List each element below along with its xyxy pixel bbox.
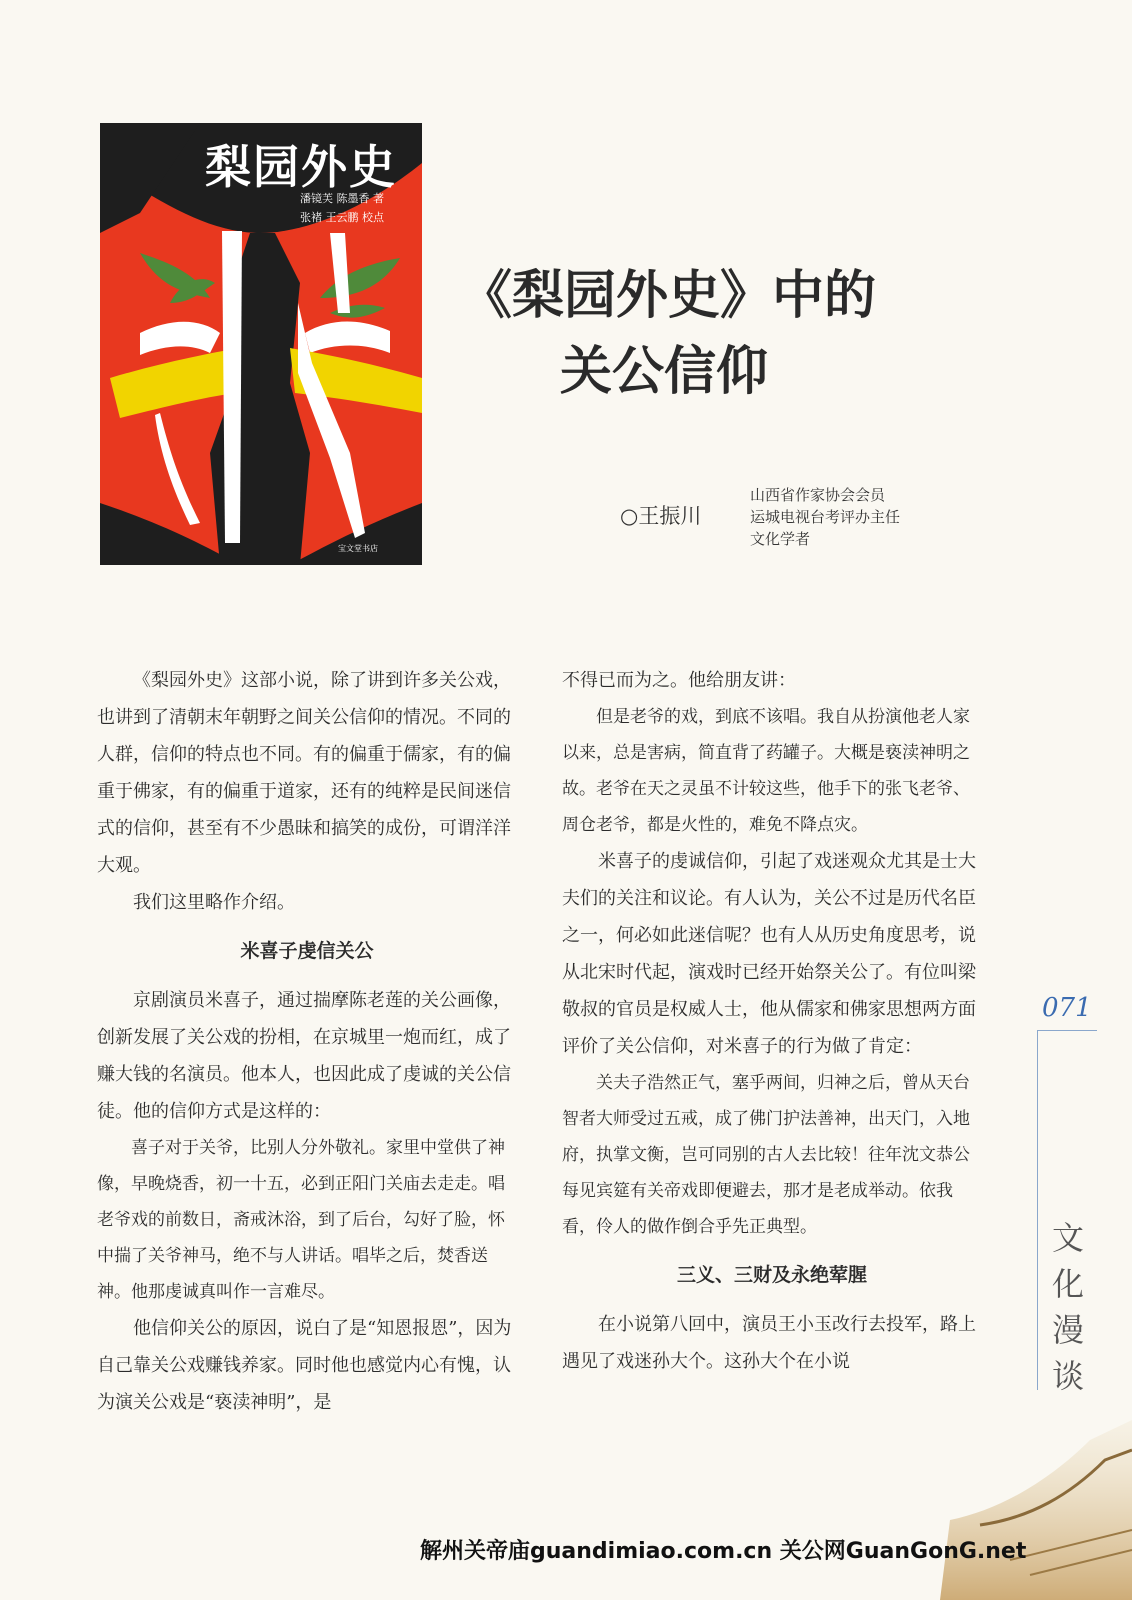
paragraph: 他信仰关公的原因，说白了是“知恩报恩”，因为自己靠关公戏赚钱养家。同时他也感觉内心有愧，认为演关公戏是“亵渎神明”，是 (97, 1318, 512, 1413)
book-cover-image (100, 123, 422, 565)
side-divider (1037, 1030, 1038, 1390)
cover-editors: 张褚 王云鹏 校点 (300, 211, 384, 224)
paragraph: 在小说第八回中，演员王小玉改行去投军，路上遇见了戏迷孙大个。这孙大个在小说 (562, 1314, 976, 1372)
right-column (562, 662, 982, 1380)
temple-roof-decoration (940, 1400, 1132, 1600)
page-number: 071 (1042, 993, 1092, 1023)
author-bio-line: 文化学者 (750, 530, 811, 548)
quotation: 但是老爷的戏，到底不该唱。我自从扮演他老人家以来，总是害病，简直背了药罐子。大概是亵渎神明之故。老爷在天之灵虽不计较这些，他手下的张飞老爷、周仓老爷，都是火性的，难免不降点灾。 (562, 707, 970, 835)
site-watermark: 解州关帝庙guandimiao.com.cn 关公网GuanGonG.net (420, 1539, 1027, 1564)
section-heading: 米喜子虔信关公 (240, 940, 374, 962)
cover-authors: 潘镜芙 陈墨香 著 (300, 192, 384, 205)
paragraph: 《梨园外史》这部小说，除了讲到许多关公戏，也讲到了清朝末年朝野之间关公信仰的情况。不同的人群，信仰的特点也不同。有的偏重于儒家，有的偏重于佛家，有的偏重于道家，还有的纯粹是民间迷信式的信仰，甚至有不少愚昧和搞笑的成份，可谓洋洋大观。 (97, 670, 511, 876)
side-divider-top (1037, 1030, 1097, 1031)
paragraph: 米喜子的虔诚信仰，引起了戏迷观众尤其是士大夫们的关注和议论。有人认为，关公不过是历代名臣之一，何必如此迷信呢？也有人从历史角度思考，说从北宋时代起，演戏时已经开始祭关公了。有位叫梁敬叔的官员是权威人士，他从儒家和佛家思想两方面评价了关公信仰，对米喜子的行为做了肯定： (562, 851, 976, 1057)
cover-publisher: 宝文堂书店 (338, 544, 378, 553)
left-column (97, 662, 517, 1421)
section-heading: 三义、三财及永绝荤腥 (676, 1264, 867, 1286)
paragraph: 我们这里略作介绍。 (133, 892, 295, 913)
author-bio (750, 484, 900, 550)
article-title-line1: 《梨园外史》中的 (460, 266, 877, 326)
paragraph: 不得已而为之。他给朋友讲： (562, 670, 796, 691)
author-bio-line: 运城电视台考评办主任 (750, 508, 901, 526)
author-bio-line: 山西省作家协会会员 (750, 486, 886, 504)
paragraph: 京剧演员米喜子，通过揣摩陈老莲的关公画像，创新发展了关公戏的扮相，在京城里一炮而红，成了赚大钱的名演员。他本人，也因此成了虔诚的关公信徒。他的信仰方式是这样的： (97, 990, 511, 1122)
cover-credits (300, 189, 420, 227)
quotation: 喜子对于关爷，比别人分外敬礼。家里中堂供了神像，早晚烧香，初一十五，必到正阳门关庙去走走。唱老爷戏的前数日，斋戒沐浴，到了后台，勾好了脸，怀中揣了关爷神马，绝不与人讲话。唱毕之后，焚香送神。他那虔诚真叫作一言难尽。 (97, 1138, 505, 1302)
article-title (460, 258, 920, 410)
article-title-line2: 关公信仰 (560, 342, 769, 402)
author-name: ○王振川 (620, 504, 702, 528)
section-label: 文化漫谈 (1052, 1219, 1085, 1395)
cover-title: 梨园外史 (205, 140, 397, 194)
quotation: 关夫子浩然正气，塞乎两间，归神之后，曾从天台智者大师受过五戒，成了佛门护法善神，出天门，入地府，执掌文衡，岂可同别的古人去比较！往年沈文恭公每见宾筵有关帝戏即便避去，那才是老成举动。依我看，伶人的做作倒合乎先正典型。 (562, 1073, 970, 1237)
